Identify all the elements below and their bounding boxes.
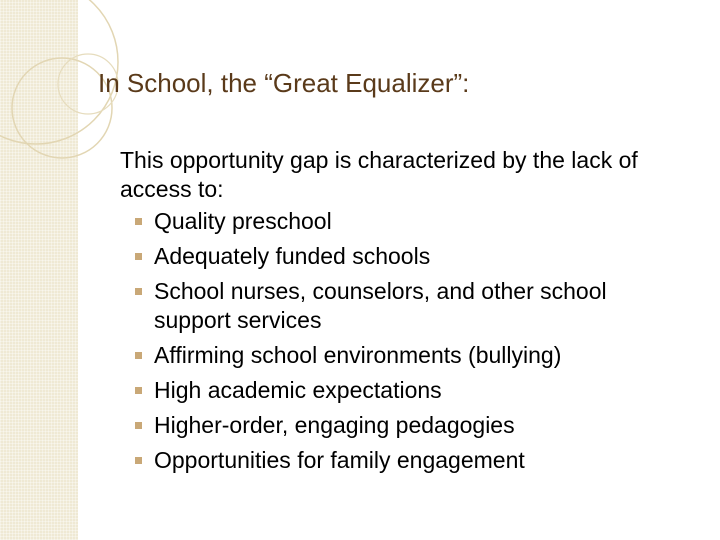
list-item-text: Higher-order, engaging pedagogies — [154, 412, 515, 438]
deco-ring-small — [12, 58, 112, 158]
slide-title: In School, the “Great Equalizer”: — [98, 68, 470, 98]
list-item — [120, 341, 660, 370]
list-item — [120, 277, 660, 335]
square-bullet-icon — [135, 457, 142, 464]
list-item — [120, 242, 660, 271]
square-bullet-icon — [135, 422, 142, 429]
list-item-text: Affirming school environments (bullying) — [154, 342, 562, 368]
list-item — [120, 446, 660, 475]
square-bullet-icon — [135, 218, 142, 225]
list-item-text: Adequately funded schools — [154, 243, 431, 269]
list-item-text: Opportunities for family engagement — [154, 447, 525, 473]
list-item-text: Quality preschool — [154, 208, 332, 234]
square-bullet-icon — [135, 352, 142, 359]
square-bullet-icon — [135, 288, 142, 295]
intro-text: This opportunity gap is characterized by the lack of access to: — [120, 147, 638, 202]
list-item-text: School nurses, counselors, and other school support services — [154, 278, 607, 333]
slide-body — [120, 146, 660, 481]
list-item — [120, 207, 660, 236]
list-item — [120, 376, 660, 405]
square-bullet-icon — [135, 253, 142, 260]
bullet-list — [120, 207, 660, 475]
square-bullet-icon — [135, 387, 142, 394]
list-item — [120, 411, 660, 440]
list-item-text: High academic expectations — [154, 377, 442, 403]
